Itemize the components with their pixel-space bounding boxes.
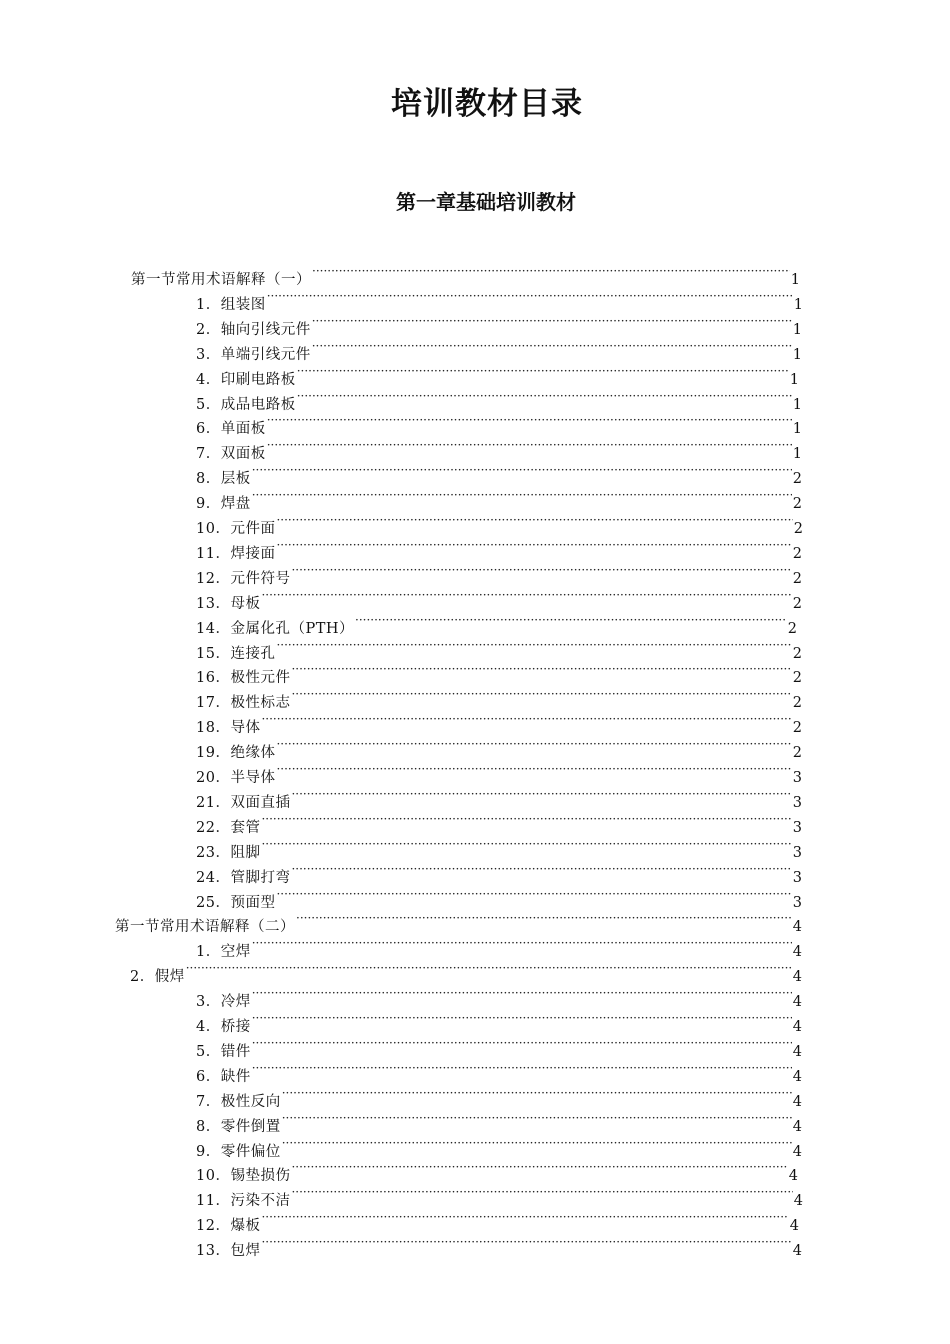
toc-entry-label: 6．缺件 <box>196 1068 251 1085</box>
toc-entry[interactable] <box>196 682 802 712</box>
toc-section-entry[interactable] <box>131 259 800 288</box>
toc-entry[interactable] <box>196 807 802 836</box>
toc-page-number: 4 <box>792 969 802 986</box>
toc-entry[interactable] <box>130 956 802 986</box>
toc-page-number: 4 <box>792 1143 802 1160</box>
toc-entry[interactable] <box>196 458 802 488</box>
toc-page-number: 2 <box>792 720 802 737</box>
toc-page-number: 4 <box>792 919 802 936</box>
dot-leader <box>291 1180 792 1205</box>
toc-page-number: 1 <box>789 371 799 388</box>
toc-entry[interactable] <box>196 359 799 388</box>
toc-entry-label: 3．单端引线元件 <box>196 346 311 363</box>
toc-page-number: 4 <box>792 1118 802 1135</box>
toc-entry-label: 12．爆板 <box>196 1218 261 1235</box>
chapter-heading: 第一章基础培训教材 <box>396 190 576 214</box>
toc-entry[interactable] <box>196 483 802 513</box>
dot-leader <box>252 981 792 1006</box>
toc-entry[interactable] <box>196 1131 802 1160</box>
dot-leader <box>282 1131 792 1156</box>
toc-entry[interactable] <box>196 583 802 612</box>
dot-leader <box>291 857 791 882</box>
toc-page-number: 4 <box>793 1193 803 1210</box>
toc-page-number: 2 <box>792 496 802 513</box>
dot-leader <box>276 882 791 907</box>
toc-page-number: 2 <box>792 570 802 587</box>
toc-entry[interactable] <box>196 707 802 737</box>
toc-entry[interactable] <box>196 657 802 687</box>
dot-leader <box>276 508 792 533</box>
toc-entry[interactable] <box>196 757 802 786</box>
toc-entry-label: 9．焊盘 <box>196 496 251 513</box>
toc-entry[interactable] <box>196 882 802 911</box>
toc-entry-label: 14．金属化孔（PTH） <box>196 620 355 637</box>
dot-leader <box>291 657 791 682</box>
toc-page-number: 3 <box>792 770 802 786</box>
toc-entry-label: 6．单面板 <box>196 421 266 438</box>
toc-page-number: 2 <box>792 695 802 712</box>
toc-page-number: 2 <box>792 645 802 662</box>
dot-leader <box>276 757 791 782</box>
toc-page-number: 1 <box>792 446 802 463</box>
toc-entry[interactable] <box>196 533 802 562</box>
dot-leader <box>312 259 790 284</box>
toc-entry-label: 17．极性标志 <box>196 695 291 712</box>
toc-page-number: 2 <box>787 620 797 637</box>
toc-entry-label: 19．绝缘体 <box>196 745 276 762</box>
dot-leader <box>252 931 792 956</box>
dot-leader <box>261 1205 788 1230</box>
dot-leader <box>261 1230 791 1255</box>
toc-entry[interactable] <box>196 433 802 463</box>
toc-entry[interactable] <box>196 832 802 861</box>
dot-leader <box>297 384 792 409</box>
dot-leader <box>276 533 791 558</box>
dot-leader <box>261 583 791 608</box>
toc-page-number: 2 <box>793 521 803 537</box>
toc-entry[interactable] <box>196 1006 802 1035</box>
toc-entry[interactable] <box>196 284 803 313</box>
toc-entry-label: 1．组装图 <box>196 296 266 313</box>
toc-page-number: 3 <box>792 819 802 836</box>
toc-page-number: 3 <box>792 894 802 911</box>
toc-entry-label: 25．预面型 <box>196 894 276 911</box>
toc-page-number: 4 <box>789 1218 799 1235</box>
toc-entry-label: 2．假焊 <box>130 969 185 986</box>
toc-entry-label: 9．零件偏位 <box>196 1143 281 1160</box>
toc-entry[interactable] <box>196 558 802 587</box>
toc-page-number: 2 <box>792 670 802 687</box>
dot-leader <box>261 832 791 857</box>
toc-page-number: 1 <box>792 346 802 363</box>
dot-leader <box>282 1106 792 1131</box>
toc-entry-label: 5．错件 <box>196 1043 251 1060</box>
dot-leader <box>252 483 792 508</box>
dot-leader <box>296 906 792 931</box>
toc-page-number: 2 <box>792 545 802 562</box>
toc-entry-label: 15．连接孔 <box>196 645 276 662</box>
toc-entry-label: 22．套管 <box>196 819 261 836</box>
dot-leader <box>282 1081 792 1106</box>
toc-entry-label: 20．半导体 <box>196 770 276 786</box>
toc-entry-label: 7．极性反向 <box>196 1093 281 1110</box>
dot-leader <box>267 408 792 433</box>
toc-entry[interactable] <box>196 981 802 1011</box>
toc-page-number: 1 <box>792 321 802 338</box>
dot-leader <box>267 433 792 458</box>
toc-entry[interactable] <box>196 1031 802 1060</box>
toc-entry[interactable] <box>196 309 802 338</box>
toc-entry[interactable] <box>196 633 802 662</box>
toc-page-number: 4 <box>788 1168 798 1185</box>
dot-leader <box>261 707 791 732</box>
toc-page-number: 4 <box>792 994 802 1011</box>
toc-entry[interactable] <box>196 608 797 637</box>
toc-entry[interactable] <box>196 1180 803 1210</box>
dot-leader <box>252 1056 792 1081</box>
toc-entry[interactable] <box>196 508 803 537</box>
toc-entry-label: 10．锡垫损伤 <box>196 1168 291 1185</box>
toc-entry[interactable] <box>196 1056 802 1085</box>
toc-entry-label: 4．印刷电路板 <box>196 371 296 388</box>
dot-leader <box>291 782 791 807</box>
toc-entry-label: 3．冷焊 <box>196 994 251 1011</box>
toc-entry-label: 16．极性元件 <box>196 670 291 687</box>
toc-entry-label: 11．污染不洁 <box>196 1193 291 1210</box>
toc-entry-label: 18．导体 <box>196 720 261 737</box>
toc-entry[interactable] <box>196 408 802 438</box>
toc-entry-label: 第一节常用术语解释（一） <box>131 272 311 288</box>
toc-entry-label: 23．阻脚 <box>196 844 261 861</box>
toc-entry-label: 24．管脚打弯 <box>196 869 291 886</box>
toc-entry-label: 4．桥接 <box>196 1019 251 1035</box>
dot-leader <box>355 608 787 633</box>
toc-entry[interactable] <box>196 857 802 886</box>
toc-section-entry[interactable] <box>115 906 802 936</box>
dot-leader <box>276 732 791 757</box>
toc-entry[interactable] <box>196 1081 802 1110</box>
dot-leader <box>252 1031 792 1056</box>
toc-page-number: 2 <box>792 595 802 612</box>
dot-leader <box>267 284 793 309</box>
toc-entry-label: 1．空焊 <box>196 944 251 961</box>
dot-leader <box>186 956 792 981</box>
toc-page-number: 3 <box>792 844 802 861</box>
toc-entry[interactable] <box>196 782 802 811</box>
toc-entry-label: 21．双面直插 <box>196 794 291 811</box>
toc-entry-label: 12．元件符号 <box>196 570 291 587</box>
toc-page-number: 4 <box>792 1043 802 1060</box>
dot-leader <box>297 359 789 384</box>
toc-entry[interactable] <box>196 1205 799 1235</box>
page-title: 培训教材目录 <box>391 86 583 122</box>
dot-leader <box>312 309 792 334</box>
toc-page-number: 4 <box>792 1068 802 1085</box>
toc-entry-label: 7．双面板 <box>196 446 266 463</box>
toc-page-number: 4 <box>792 1243 802 1260</box>
toc-entry-label: 13．包焊 <box>196 1243 261 1260</box>
toc-page-number: 2 <box>792 745 802 762</box>
toc-page-number: 4 <box>792 1019 802 1035</box>
dot-leader <box>252 1006 792 1031</box>
dot-leader <box>276 633 791 658</box>
toc-entry-label: 5．成品电路板 <box>196 396 296 413</box>
toc-entry[interactable] <box>196 384 802 413</box>
toc-entry-label: 第一节常用术语解释（二） <box>115 919 295 936</box>
toc-entry-label: 11．焊接面 <box>196 545 276 562</box>
toc-page-number: 1 <box>793 296 803 313</box>
toc-entry[interactable] <box>196 1155 798 1185</box>
dot-leader <box>261 807 791 832</box>
toc-page-number: 4 <box>792 944 802 961</box>
toc-page-number: 3 <box>792 869 802 886</box>
toc-entry[interactable] <box>196 1106 802 1135</box>
dot-leader <box>252 458 792 483</box>
toc-entry[interactable] <box>196 732 802 762</box>
dot-leader <box>291 682 791 707</box>
toc-entry-label: 8．零件倒置 <box>196 1118 281 1135</box>
dot-leader <box>291 558 791 583</box>
toc-page-number: 1 <box>790 272 800 288</box>
toc-entry-label: 8．层板 <box>196 471 251 488</box>
toc-page-number: 1 <box>792 396 802 413</box>
toc-entry[interactable] <box>196 931 802 961</box>
toc-entry-label: 13．母板 <box>196 595 261 612</box>
toc-entry[interactable] <box>196 1230 802 1260</box>
toc-page-number: 2 <box>792 471 802 488</box>
toc-entry[interactable] <box>196 334 802 363</box>
toc-page-number: 4 <box>792 1093 802 1110</box>
toc-entry-label: 2．轴向引线元件 <box>196 321 311 338</box>
dot-leader <box>291 1155 787 1180</box>
toc-page-number: 3 <box>792 794 802 811</box>
toc-page-number: 1 <box>792 421 802 438</box>
dot-leader <box>312 334 792 359</box>
toc-entry-label: 10．元件面 <box>196 521 276 537</box>
